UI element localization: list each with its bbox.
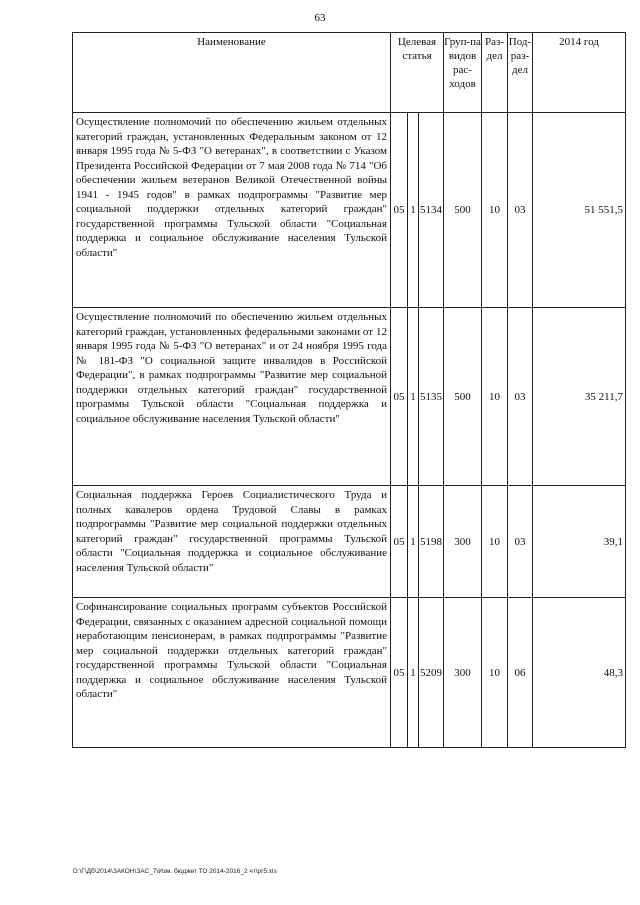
header-target-article: Целевая статья [391, 33, 444, 113]
file-path-footer: D:\Г\Дб\2014\ЗАКОН\ЗАС_7\Изм. бюджет ТО 2014-2016_2 чт\pr5.xls [73, 868, 277, 875]
header-subsection: Под-раз-дел [508, 33, 533, 113]
row-subsection: 03 [508, 113, 533, 308]
row-name: Осуществление полномочий по обеспечению жильем отдельных категорий граждан, установленных Федеральным законом от 12 января 1995 года № 5-ФЗ "О ветеранах", в соответствии с Указом Президента Российской Федерации от 7 мая 2008 года № 714 "Об обеспечении жильем ветеранов Великой Отечественной войны 1941 - 1945 годов" в рамках подпрограммы "Развитие мер социальной поддержки отдельных категорий граждан" государственной программы Тульской области "Социальная поддержка и социальное обслуживание населения Тульской области" [73, 113, 391, 308]
row-expense-group: 500 [444, 113, 482, 308]
row-article-program: 05 [391, 308, 408, 486]
row-section: 10 [482, 113, 508, 308]
row-article-subprogram: 1 [408, 113, 419, 308]
row-subsection: 06 [508, 598, 533, 748]
row-amount: 48,3 [533, 598, 626, 748]
row-article-code: 5134 [419, 113, 444, 308]
row-amount: 35 211,7 [533, 308, 626, 486]
table-row [73, 598, 626, 748]
row-article-code: 5209 [419, 598, 444, 748]
row-subsection: 03 [508, 486, 533, 598]
row-section: 10 [482, 598, 508, 748]
row-name: Осуществление полномочий по обеспечению жильем отдельных категорий граждан, установленных федеральными законами от 12 января 1995 года № 5-ФЗ "О ветеранах" и от 24 ноября 1995 года № 181-ФЗ "О социальной защите инвалидов в Российской Федерации", в рамках подпрограммы "Развитие мер социальной поддержки отдельных категорий граждан" государственной программы Тульской области "Социальная поддержка и социальное обслуживание населения Тульской области" [73, 308, 391, 486]
header-year: 2014 год [533, 33, 626, 113]
table-row [73, 308, 626, 486]
row-amount: 51 551,5 [533, 113, 626, 308]
row-section: 10 [482, 308, 508, 486]
row-section: 10 [482, 486, 508, 598]
header-section: Раз-дел [482, 33, 508, 113]
header-expense-group: Груп-па видов рас-ходов [444, 33, 482, 113]
row-article-subprogram: 1 [408, 308, 419, 486]
row-subsection: 03 [508, 308, 533, 486]
row-expense-group: 500 [444, 308, 482, 486]
row-expense-group: 300 [444, 486, 482, 598]
row-article-subprogram: 1 [408, 598, 419, 748]
row-article-program: 05 [391, 486, 408, 598]
table-header-row [73, 33, 626, 113]
row-article-code: 5198 [419, 486, 444, 598]
row-article-program: 05 [391, 113, 408, 308]
row-article-program: 05 [391, 598, 408, 748]
budget-table [72, 32, 626, 748]
table-row [73, 486, 626, 598]
row-article-subprogram: 1 [408, 486, 419, 598]
row-article-code: 5135 [419, 308, 444, 486]
row-name: Софинансирование социальных программ субъектов Российской Федерации, связанных с оказанием адресной социальной помощи неработающим пенсионерам, в рамках подпрограммы "Развитие мер социальной поддержки отдельных категорий граждан" государственной программы Тульской области "Социальная поддержка и социальное обслуживание населения Тульской области" [73, 598, 391, 748]
row-expense-group: 300 [444, 598, 482, 748]
row-amount: 39,1 [533, 486, 626, 598]
row-name: Социальная поддержка Героев Социалистического Труда и полных кавалеров ордена Трудовой Славы в рамках подпрограммы "Развитие мер социальной поддержки отдельных категорий граждан" государственной программы Тульской области "Социальная поддержка и социальное обслуживание населения Тульской области" [73, 486, 391, 598]
header-name: Наименование [73, 33, 391, 113]
page-number: 63 [314, 12, 326, 24]
table-row [73, 113, 626, 308]
